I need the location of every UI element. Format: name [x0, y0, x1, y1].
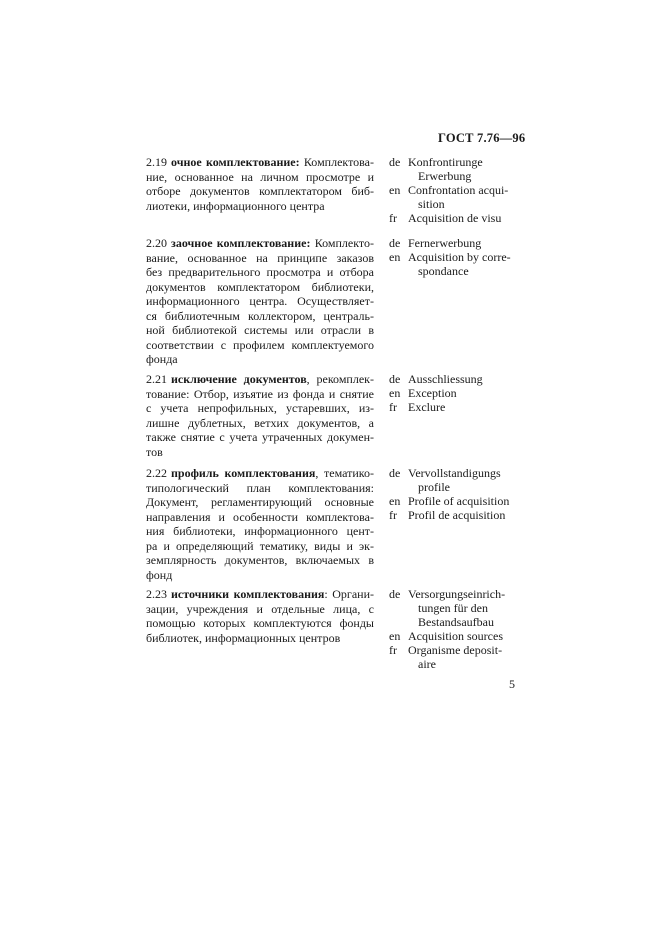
- equivalent-en: en Acquisition sources: [389, 629, 503, 643]
- term-definition: [146, 236, 374, 367]
- lang-code: de: [389, 372, 401, 386]
- definition-line: без предварительного просмотра и отбора: [146, 265, 374, 279]
- definition-line: лиотеки, информационного центра: [146, 198, 325, 213]
- definition-line: ной библиотекой системы или отрасли в: [146, 323, 374, 337]
- foreign-equivalents: [389, 372, 529, 414]
- lang-code: de: [389, 236, 401, 250]
- equivalent-en: en Acquisition by corre- spondance: [389, 250, 511, 278]
- lang-code: fr: [389, 508, 397, 522]
- definition-line: типологический план комплектования:: [146, 480, 374, 495]
- definition-line: документов комплектатором библиотеки,: [146, 279, 374, 294]
- definition-line: 2.21 исключение документов, рекомплек-: [146, 372, 374, 386]
- definition-line: направления и особенности комплектова-: [146, 509, 374, 524]
- equivalent-fr: fr Exclure: [389, 400, 446, 414]
- term-name: профиль комплектования: [171, 466, 316, 480]
- definition-line: Документ, регламентирующий основные: [146, 495, 374, 509]
- page-number: 5: [509, 677, 515, 691]
- lang-code: en: [389, 494, 401, 508]
- equivalent-de: de Fernerwerbung: [389, 236, 482, 250]
- lang-code: de: [389, 466, 401, 480]
- term-name: источники комплектования: [171, 587, 325, 601]
- definition-line: ния библиотеки, информационного цент-: [146, 524, 374, 538]
- lang-code: de: [389, 155, 401, 169]
- foreign-equivalents: [389, 466, 529, 522]
- definition-line: соответствии с профилем комплектуемого: [146, 337, 374, 352]
- definition-line: 2.22 профиль комплектования, тематико-: [146, 466, 374, 480]
- term-definition: [146, 372, 374, 459]
- equivalent-de: de Konfrontirunge Erwerbung: [389, 155, 483, 183]
- definition-line: 2.20 заочное комплектование: Комплекто-: [146, 236, 374, 250]
- foreign-equivalents: [389, 587, 529, 671]
- lang-code: en: [389, 250, 401, 264]
- definition-line: тов: [146, 444, 163, 459]
- definition-line: ние, основанное на личном просмотре и: [146, 169, 374, 184]
- definition-line: вание, основанное на принципе заказов: [146, 250, 374, 265]
- equivalent-de: de Vervollstandigungs profile: [389, 466, 501, 494]
- term-name: исключение документов: [171, 372, 307, 386]
- term-number: 2.21: [146, 372, 167, 386]
- equivalent-en: en Confrontation acqui- sition: [389, 183, 509, 211]
- term-number: 2.23: [146, 587, 167, 601]
- definition-line: тование: Отбор, изъятие из фонда и снятие: [146, 386, 374, 401]
- term-name: очное комплектование:: [171, 155, 300, 169]
- foreign-equivalents: [389, 236, 529, 278]
- definition-line: отборе документов комплектатором биб-: [146, 184, 374, 198]
- term-definition: [146, 466, 374, 582]
- lang-code: en: [389, 629, 401, 643]
- equivalent-fr: fr Organisme deposit- aire: [389, 643, 503, 671]
- term-number: 2.22: [146, 466, 167, 480]
- equivalent-de: de Ausschliessung: [389, 372, 483, 386]
- equivalent-fr: fr Profil de acquisition: [389, 508, 506, 522]
- term-name: заочное комплектование:: [171, 236, 311, 250]
- lang-code: fr: [389, 400, 397, 414]
- lang-code: de: [389, 587, 401, 601]
- definition-line: 2.19 очное комплектование: Комплектова-: [146, 155, 374, 169]
- definition-line: фонда: [146, 352, 178, 366]
- equivalent-fr: fr Acquisition de visu: [389, 211, 502, 225]
- term-definition: [146, 155, 374, 213]
- definition-line: 2.23 источники комплектования: Органи-: [146, 587, 375, 601]
- definition-line: информационного центра. Осуществляет-: [146, 294, 374, 308]
- lang-code: en: [389, 386, 401, 400]
- lang-code: fr: [389, 643, 397, 657]
- term-number: 2.20: [146, 236, 167, 250]
- definition-line: зации, учреждения и отдельные лица, с: [146, 601, 374, 616]
- equivalent-en: en Exception: [389, 386, 457, 400]
- definition-line: ра и определяющий тематику, виды и эк-: [146, 538, 374, 553]
- lang-code: en: [389, 183, 401, 197]
- term-definition: [146, 587, 374, 645]
- definition-line: также снятие с учета утраченных докумен-: [146, 430, 374, 444]
- definition-line: ся библиотечным коллектором, централь-: [146, 308, 374, 323]
- standard-code-header: ГОСТ 7.76—96: [438, 131, 526, 145]
- definition-line: библиотек, информационных центров: [146, 630, 341, 645]
- equivalent-de: de Versorgungseinrich- tungen für den Bestandsaufbau: [389, 587, 506, 629]
- definition-line: помощью которых комплектуются фонды: [146, 616, 374, 630]
- definition-line: лишне дублетных, ветхих документов, а: [146, 415, 374, 430]
- lang-code: fr: [389, 211, 397, 225]
- definition-line: с учета непрофильных, устаревших, из-: [146, 401, 374, 415]
- equivalent-en: en Profile of acquisition: [389, 494, 510, 508]
- definition-line: фонд: [146, 567, 173, 582]
- definition-line: земплярность документов, включаемых в: [146, 553, 374, 567]
- term-number: 2.19: [146, 155, 167, 169]
- foreign-equivalents: [389, 155, 529, 225]
